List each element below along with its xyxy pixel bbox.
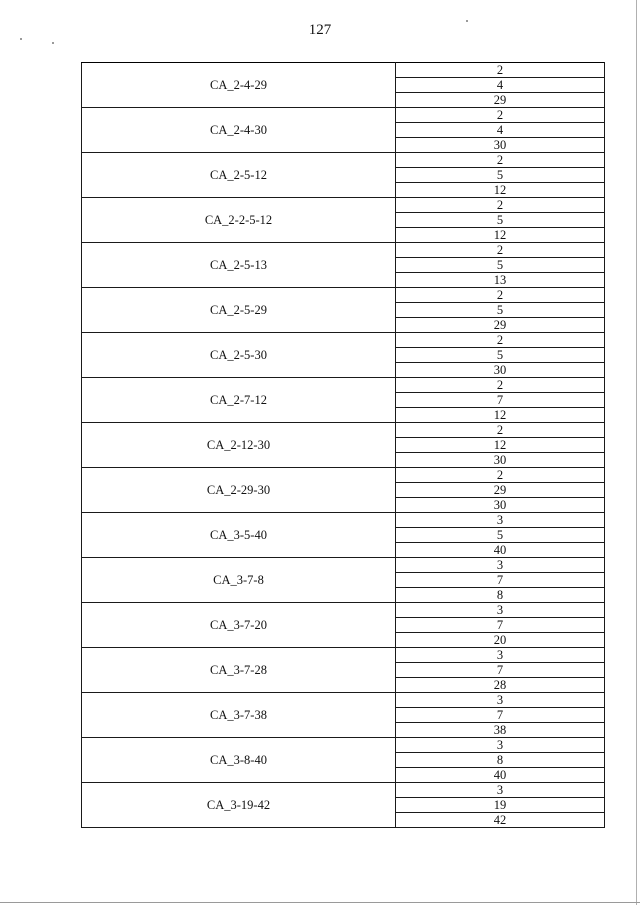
band-number: 12	[396, 183, 605, 198]
combination-name: CA_2-5-12	[82, 153, 396, 198]
table-row	[82, 468, 605, 483]
table-row	[82, 693, 605, 708]
band-number: 2	[396, 243, 605, 258]
combination-name: CA_2-5-13	[82, 243, 396, 288]
combination-name: CA_2-2-5-12	[82, 198, 396, 243]
table-row	[82, 243, 605, 258]
scan-artifact	[20, 38, 22, 40]
table-row	[82, 378, 605, 393]
band-number: 40	[396, 543, 605, 558]
band-number: 20	[396, 633, 605, 648]
band-number: 5	[396, 528, 605, 543]
band-number: 7	[396, 663, 605, 678]
band-number: 2	[396, 288, 605, 303]
band-number: 7	[396, 573, 605, 588]
combination-name: CA_3-7-8	[82, 558, 396, 603]
band-number: 3	[396, 648, 605, 663]
band-number: 5	[396, 258, 605, 273]
combination-name: CA_2-4-30	[82, 108, 396, 153]
band-number: 13	[396, 273, 605, 288]
band-number: 7	[396, 393, 605, 408]
band-number: 4	[396, 123, 605, 138]
combination-name: CA_3-8-40	[82, 738, 396, 783]
band-number: 2	[396, 333, 605, 348]
band-number: 2	[396, 63, 605, 78]
table-row	[82, 288, 605, 303]
page-number: 127	[308, 22, 332, 38]
band-number: 8	[396, 588, 605, 603]
combination-name: CA_2-29-30	[82, 468, 396, 513]
band-number: 4	[396, 78, 605, 93]
band-number: 29	[396, 483, 605, 498]
combination-name: CA_2-5-30	[82, 333, 396, 378]
table-row	[82, 783, 605, 798]
combination-name: CA_2-4-29	[82, 63, 396, 108]
band-number: 40	[396, 768, 605, 783]
band-number: 29	[396, 93, 605, 108]
band-number: 5	[396, 168, 605, 183]
scan-artifact	[636, 0, 637, 905]
table-row	[82, 198, 605, 213]
band-number: 3	[396, 513, 605, 528]
band-number: 2	[396, 198, 605, 213]
scan-artifact	[466, 20, 468, 22]
band-number: 38	[396, 723, 605, 738]
band-number: 5	[396, 303, 605, 318]
band-number: 30	[396, 138, 605, 153]
band-number: 12	[396, 228, 605, 243]
combination-name: CA_3-7-20	[82, 603, 396, 648]
band-number: 42	[396, 813, 605, 828]
band-number: 5	[396, 348, 605, 363]
table-row	[82, 333, 605, 348]
combination-name: CA_3-7-28	[82, 648, 396, 693]
band-number: 3	[396, 558, 605, 573]
band-number: 2	[396, 108, 605, 123]
band-number: 12	[396, 408, 605, 423]
combination-name: CA_3-7-38	[82, 693, 396, 738]
table-row	[82, 423, 605, 438]
combination-name: CA_3-19-42	[82, 783, 396, 828]
band-combination-table	[81, 62, 605, 828]
band-number: 3	[396, 783, 605, 798]
band-number: 8	[396, 753, 605, 768]
table-row	[82, 738, 605, 753]
band-number: 29	[396, 318, 605, 333]
scan-artifact	[0, 902, 640, 903]
band-number: 12	[396, 438, 605, 453]
band-number: 2	[396, 423, 605, 438]
band-number: 7	[396, 708, 605, 723]
band-number: 3	[396, 693, 605, 708]
combination-name: CA_2-12-30	[82, 423, 396, 468]
table-row	[82, 558, 605, 573]
combination-name: CA_3-5-40	[82, 513, 396, 558]
band-number: 2	[396, 153, 605, 168]
band-number: 2	[396, 378, 605, 393]
band-number: 3	[396, 738, 605, 753]
table-row	[82, 648, 605, 663]
table-body	[82, 63, 605, 828]
table-row	[82, 63, 605, 78]
table-row	[82, 513, 605, 528]
scan-artifact	[52, 42, 54, 44]
table-row	[82, 108, 605, 123]
combination-name: CA_2-5-29	[82, 288, 396, 333]
band-number: 3	[396, 603, 605, 618]
band-number: 7	[396, 618, 605, 633]
table-row	[82, 603, 605, 618]
band-number: 28	[396, 678, 605, 693]
band-number: 30	[396, 453, 605, 468]
band-number: 5	[396, 213, 605, 228]
table-row	[82, 153, 605, 168]
combination-name: CA_2-7-12	[82, 378, 396, 423]
band-number: 30	[396, 363, 605, 378]
band-number: 2	[396, 468, 605, 483]
band-number: 19	[396, 798, 605, 813]
band-number: 30	[396, 498, 605, 513]
